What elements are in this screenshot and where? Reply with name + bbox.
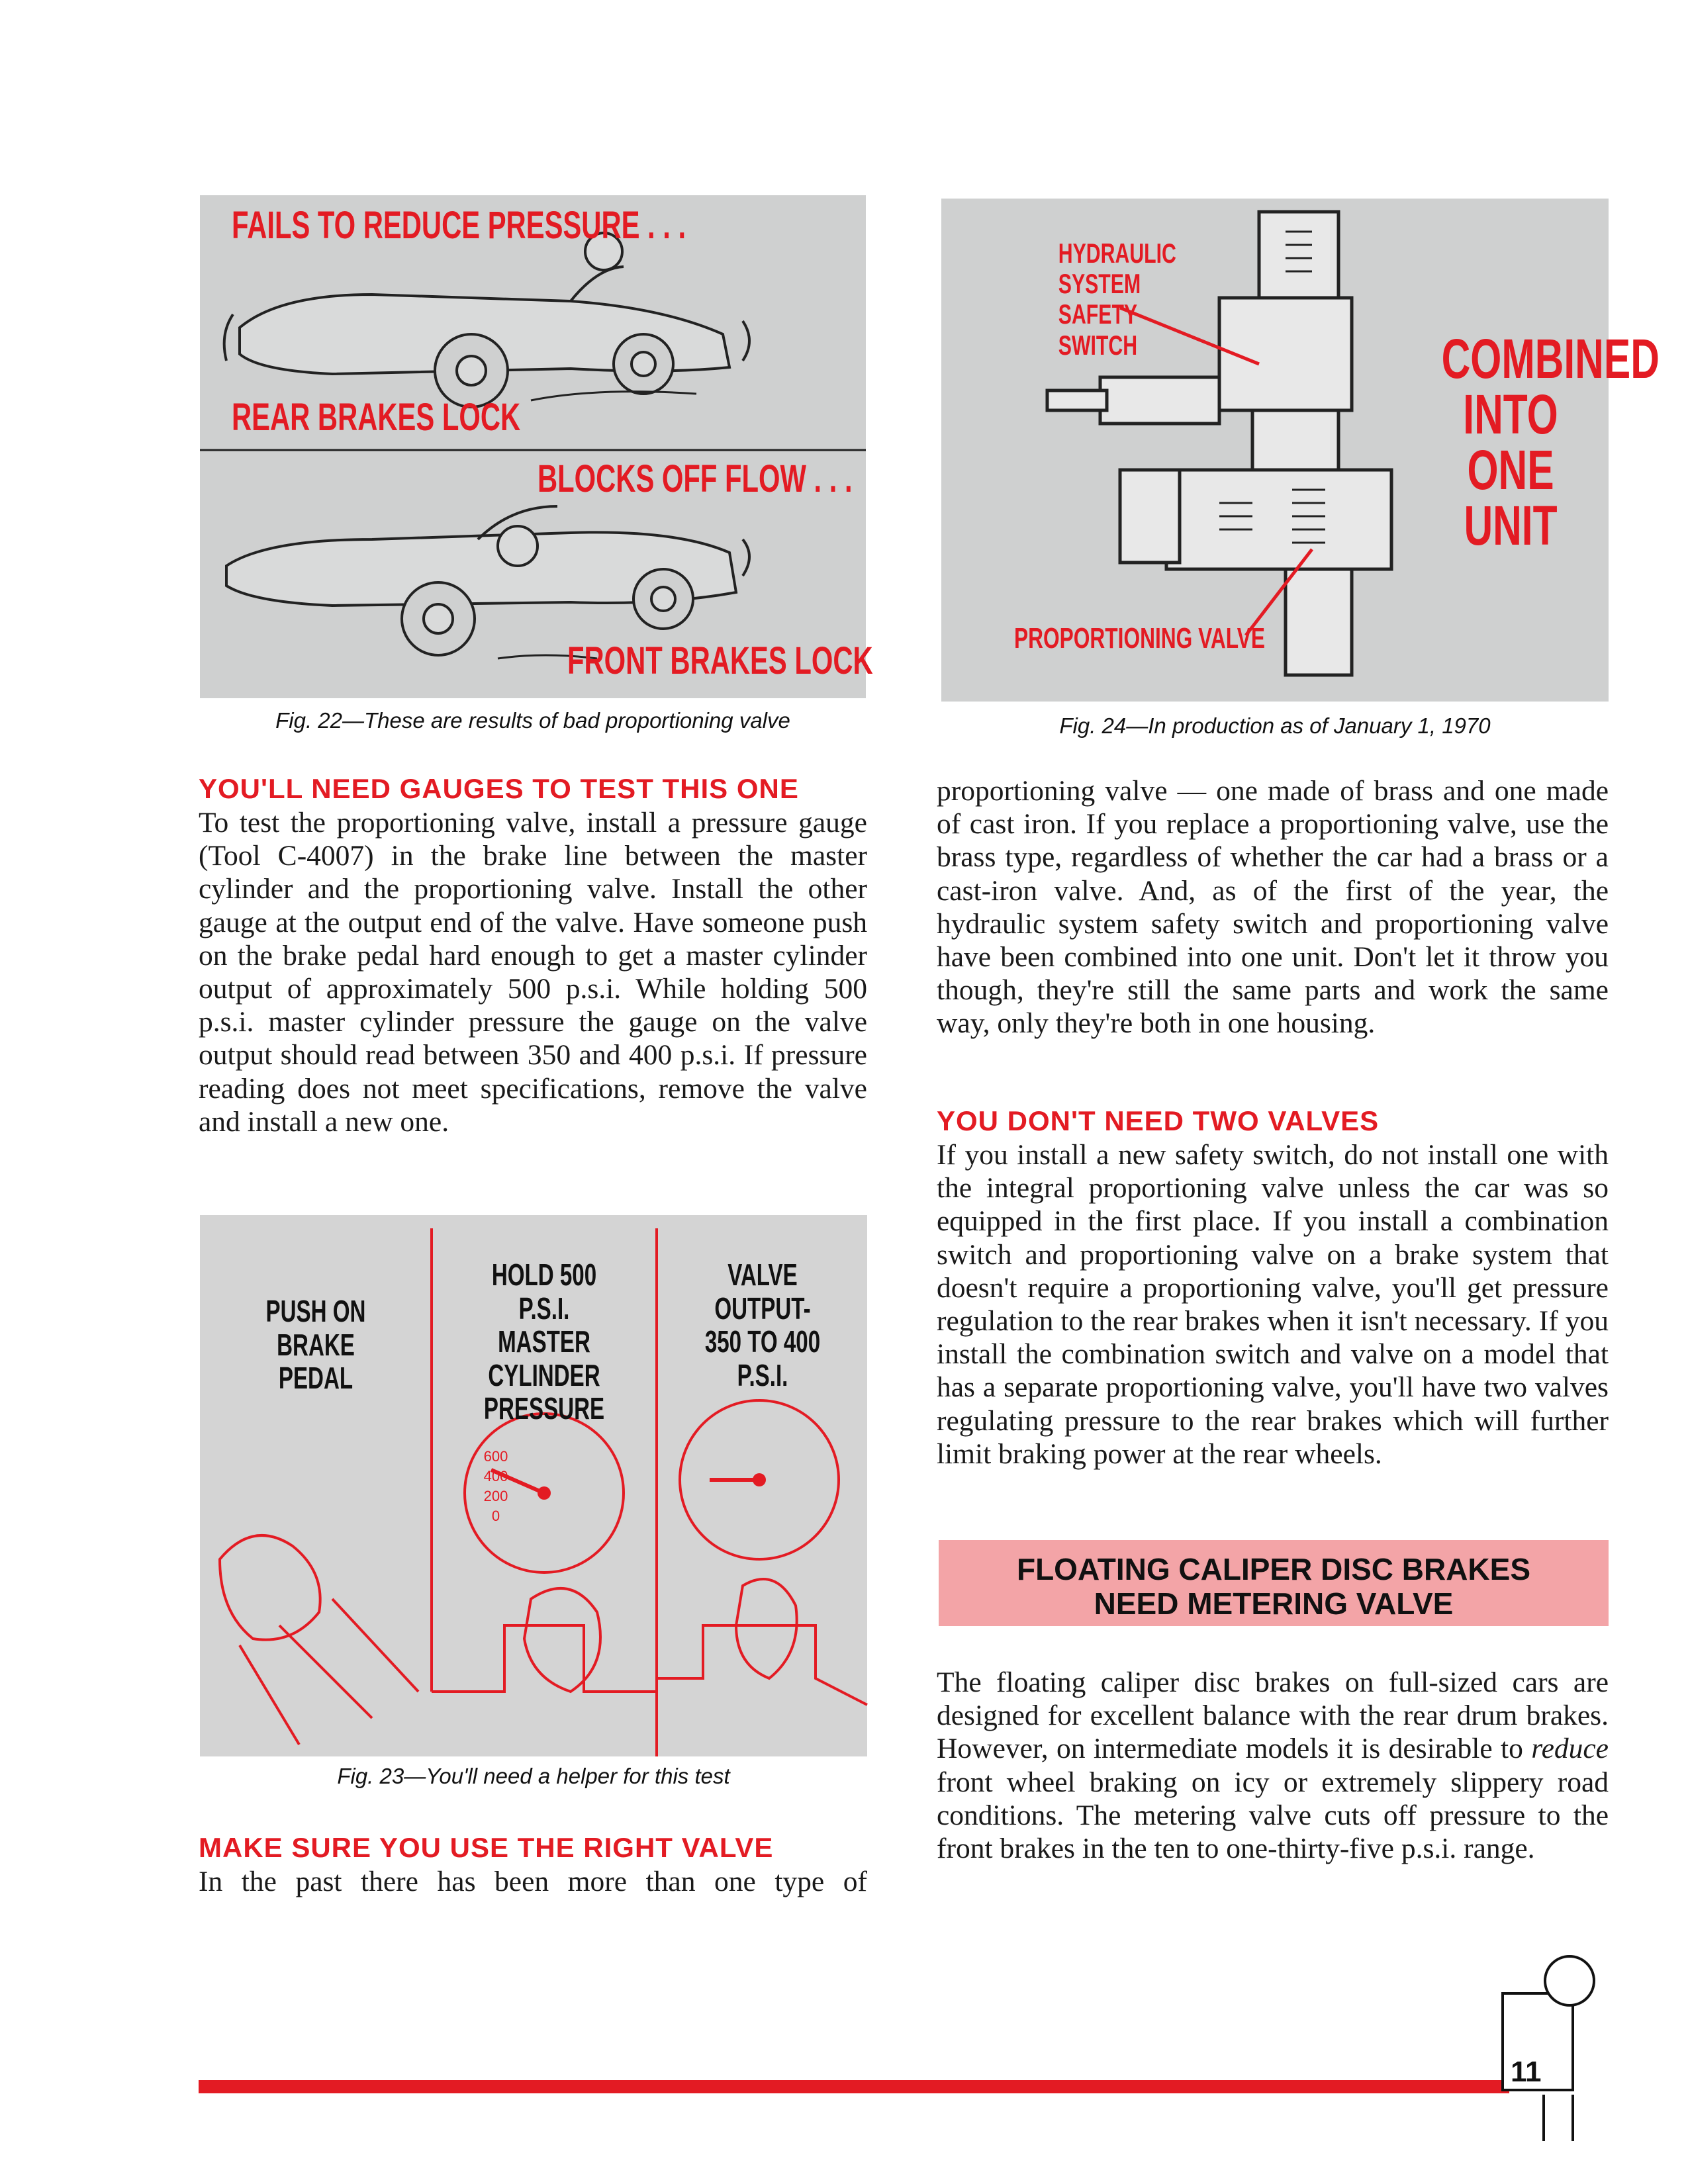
fig23-panel1-line-2: BRAKE PEDAL [277,1327,355,1396]
metering-text-emphasis: reduce [1531,1733,1609,1765]
fig23-panel2-line-2: MASTER [498,1324,590,1359]
fig23-panel2-line-3: CYLINDER [488,1357,600,1392]
gauge-tick-400: 400 [483,1468,508,1484]
callout-line-2: NEED METERING VALVE [1094,1586,1454,1621]
fig24-switch-line-3: SAFETY [1058,298,1138,330]
page-number: 11 [1511,2056,1542,2088]
fig24-combined-line-2: INTO ONE [1463,383,1558,501]
fig22-front-brakes-label: FRONT BRAKES LOCK [567,639,873,682]
gauge-tick-600: 600 [483,1448,508,1465]
fig24-combined-label [1415,328,1660,557]
metering-valve-callout [939,1540,1609,1626]
metering-text-b: front wheel braking on icy or extremely slippery road conditions. The metering valve cuts off pressure to the front brakes in the ten to one-thirty-five p.s.i. range. [937,1766,1609,1865]
continued-paragraph [937,774,1609,1040]
fig24-combined-line-1: COMBINED [1441,328,1660,390]
metering-paragraph [937,1666,1609,1865]
fig24-switch-line-4: SWITCH [1058,329,1138,361]
mascot-icon [1544,1955,1595,2007]
fig24-switch-line-1: HYDRAULIC [1058,238,1176,269]
fig23-panel3-label [673,1258,852,1392]
figure-23-caption: Fig. 23—You'll need a helper for this test [337,1764,730,1788]
mascot-legs-icon [1542,2095,1574,2141]
right-valve-paragraph [199,1865,867,1898]
continued-text: proportioning valve — one made of brass and one made of cast iron. If you replace a proportioning valve, use the brass type, regardless of whether the car had a brass or a cast-iron valve. And, as of the first of the year, the hydraulic system safety switch and proportioning valve have been combined into one unit. Don't let it throw you though, they're still the same parts and work the same way, only they're both in one housing. [937,775,1609,1040]
callout-line-1: FLOATING CALIPER DISC BRAKES [1016,1552,1531,1586]
fig24-proportioning-valve-label: PROPORTIONING VALVE [1014,622,1266,655]
fig23-panel3-line-2: OUTPUT- [714,1291,811,1326]
figure-22-caption: Fig. 22—These are results of bad proportioning valve [275,708,790,733]
right-valve-text: In the past there has been more than one type of [199,1866,867,1897]
gauges-paragraph [199,806,867,1138]
fig22-cars-drawing [200,195,866,698]
footer-rule [199,2080,1509,2093]
fig22-fails-label: FAILS TO REDUCE PRESSURE . . . [232,204,686,247]
fig23-panel3-line-3: 350 TO 400 [704,1324,821,1359]
right-valve-heading: MAKE SURE YOU USE THE RIGHT VALVE [199,1832,774,1863]
fig23-panel3-line-1: VALVE [727,1257,798,1292]
metering-text-a: The floating caliper disc brakes on full-sized cars are designed for excellent balance with the rear drum brakes. However, on intermediate models it is desirable to [937,1666,1609,1765]
fig23-panel2-line-4: PRESSURE [483,1391,605,1426]
fig22-blocks-label: BLOCKS OFF FLOW . . . [538,457,853,500]
metering-text [937,1666,1609,1865]
figure-22-illustration [200,195,873,698]
figure-24-caption: Fig. 24—In production as of January 1, 1970 [1059,713,1491,738]
gauge-tick-200: 200 [483,1488,508,1504]
fig23-panel2-line-1: HOLD 500 P.S.I. [491,1257,597,1326]
fig23-gauge-ticks [473,1447,519,1526]
fig23-panel1-line-1: PUSH ON [265,1294,366,1328]
two-valves-text: If you install a new safety switch, do not install one with the integral proportioning valve unless the car was so equipped in the first place. If you install a combination switch and proportioning valve on a brake system that doesn't require a proportioning valve, you'll get pressure regulation to the rear brakes when it isn't necessary. If you install the combination switch and valve on a model that has a separate proportioning valve, you'll have two valves regulating pressure to the rear brakes which will further limit braking power at the rear wheels. [937,1139,1609,1470]
fig24-combined-line-3: UNIT [1464,494,1558,557]
fig23-panel3-line-4: P.S.I. [737,1357,788,1392]
two-valves-heading: YOU DON'T NEED TWO VALVES [937,1105,1380,1136]
gauge-tick-0: 0 [491,1508,500,1524]
two-valves-paragraph [937,1138,1609,1471]
figure-24-illustration [941,199,1660,702]
fig24-safety-switch-label [1047,238,1176,361]
gauges-text: To test the proportioning valve, install a pressure gauge (Tool C-4007) in the brake line between the master cylinder and the proportioning valve. Install the other gauge at the output end of the valve. Have someone push on the brake pedal hard enough to get a master cylinder output of approximately 500 p.s.i. While holding 500 p.s.i. master cylinder pressure the gauge on the valve output should read between 350 and 400 p.s.i. If pressure reading does not meet specifications, remove the valve and install a new one. [199,807,867,1138]
fig24-switch-line-2: SYSTEM [1058,268,1141,300]
fig22-rear-brakes-label: REAR BRAKES LOCK [232,396,521,439]
fig23-panel1-label [233,1295,399,1395]
figure-23-illustration [200,1215,867,1756]
fig23-panel2-label [448,1258,640,1426]
gauges-heading: YOU'LL NEED GAUGES TO TEST THIS ONE [199,773,799,804]
